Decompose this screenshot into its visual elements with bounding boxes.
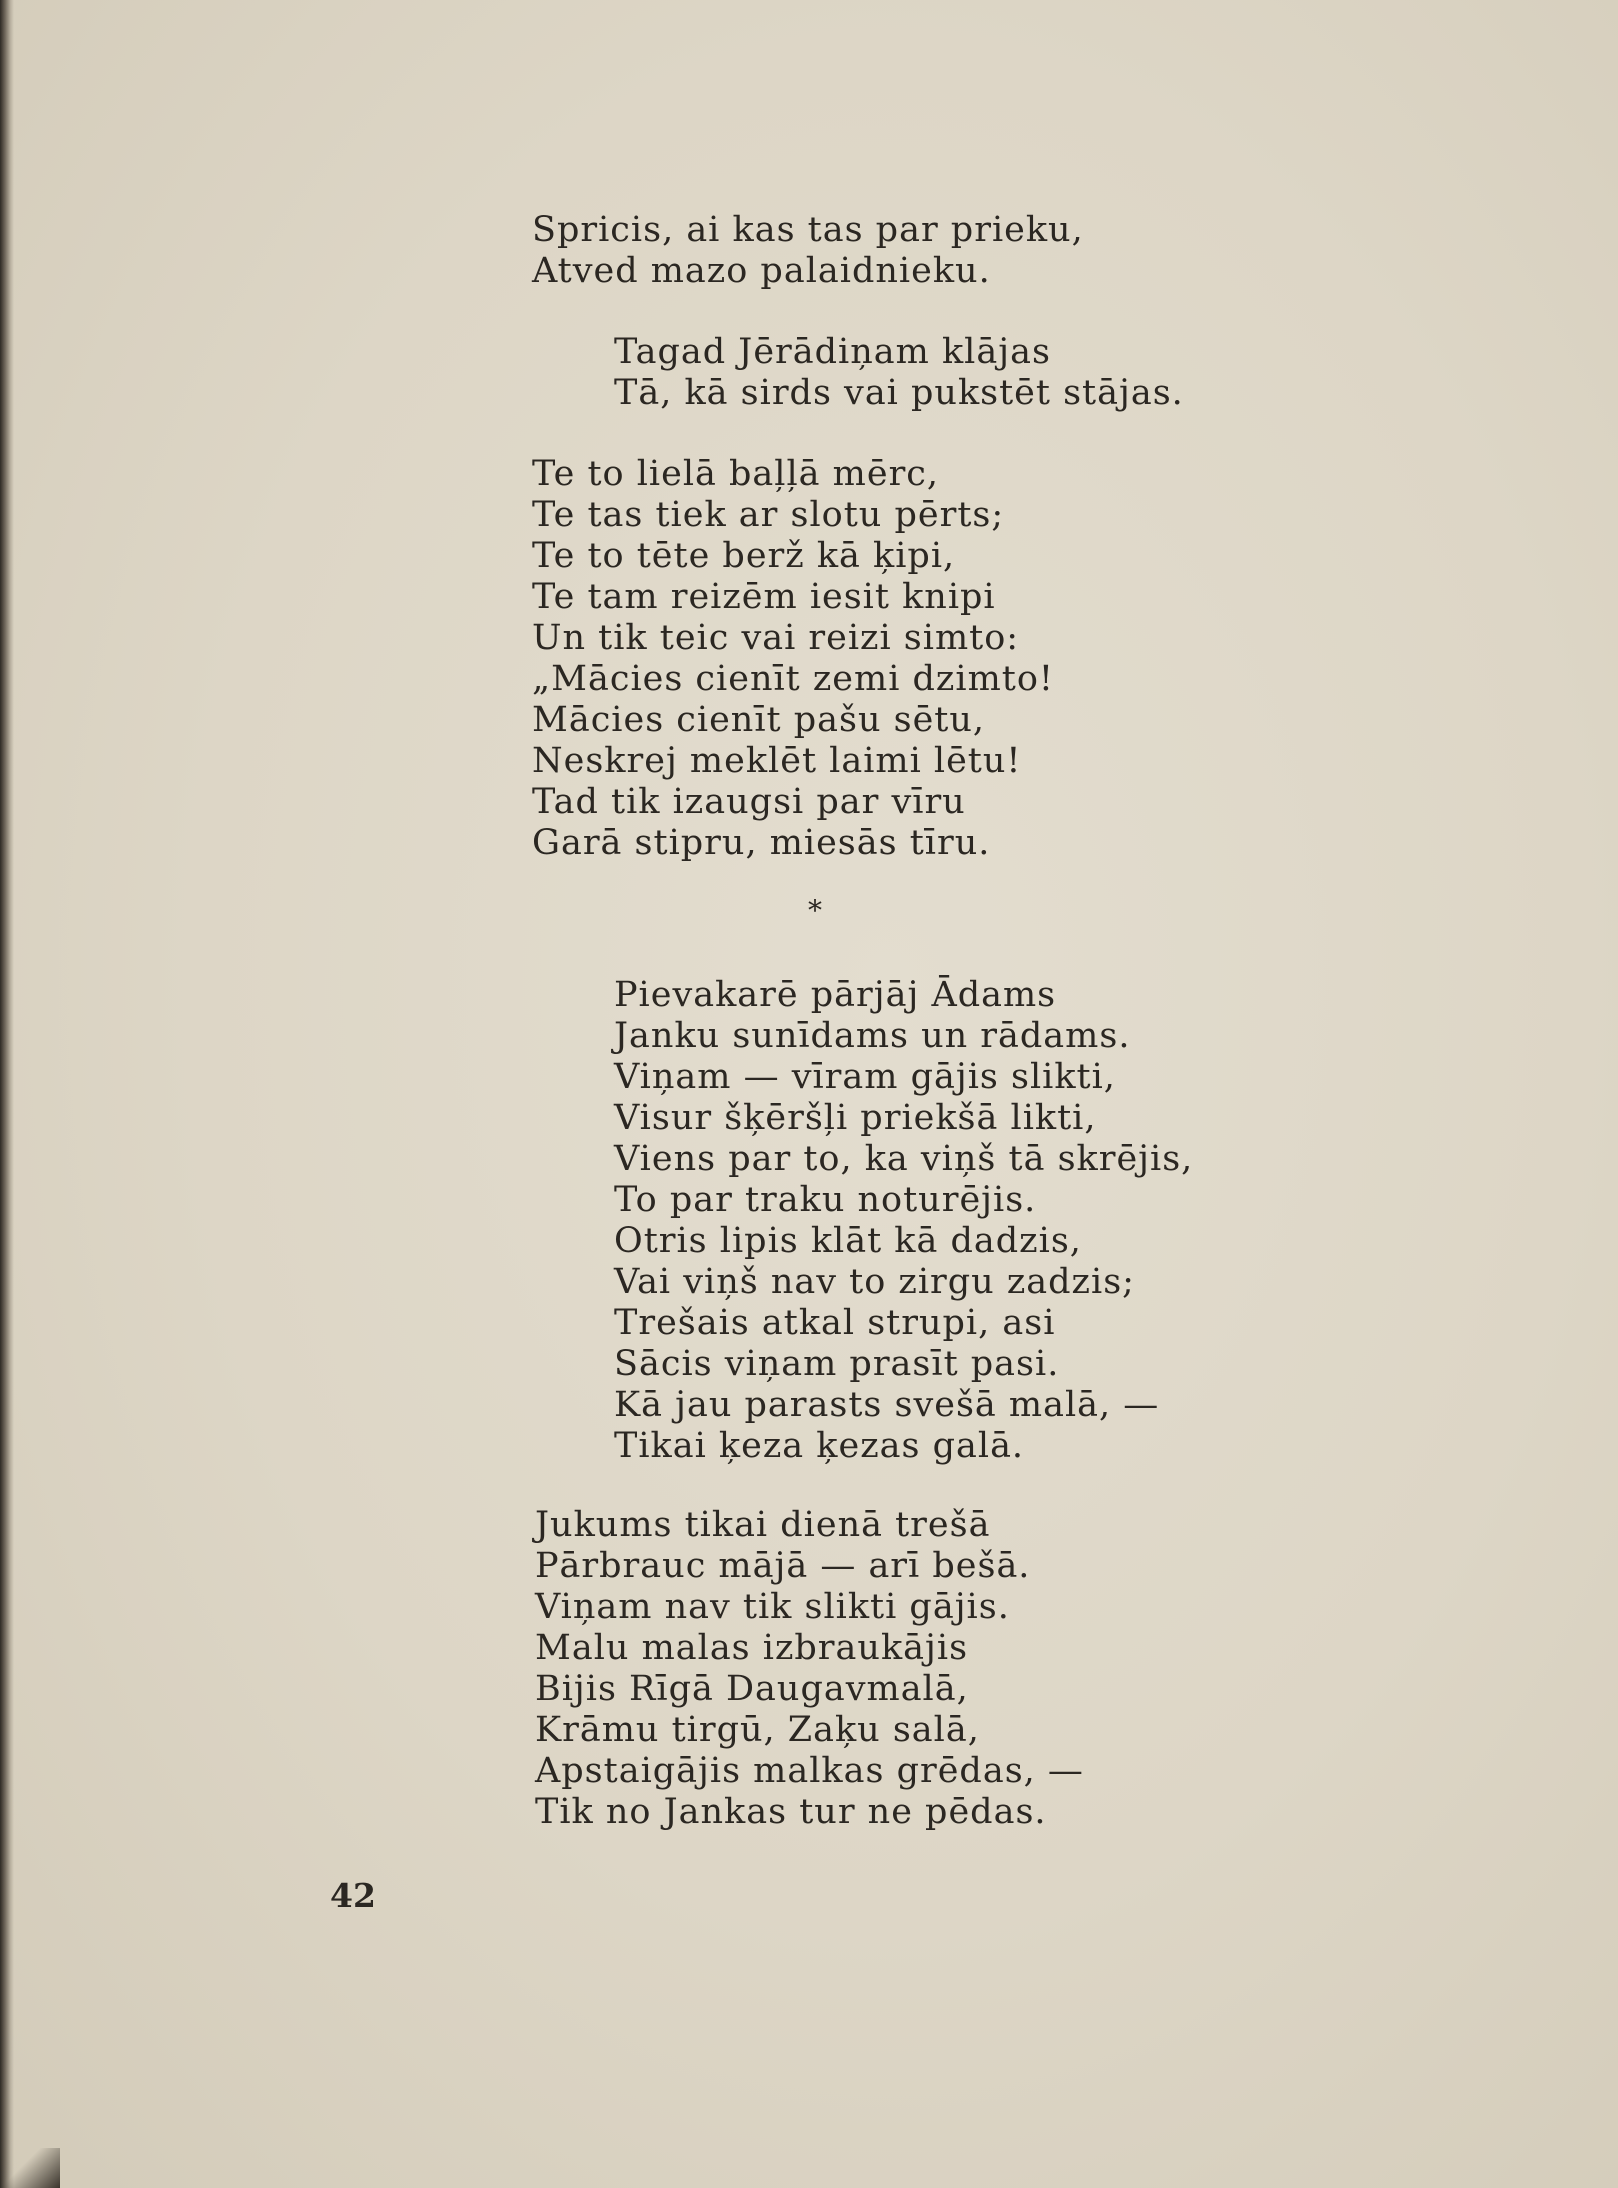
poem-line: Tagad Jērādiņam klājas xyxy=(614,332,1051,372)
poem-line: Tik no Jankas tur ne pēdas. xyxy=(535,1792,1047,1832)
poem-line: Vai viņš nav to zirgu zadzis; xyxy=(614,1262,1135,1302)
poem-line: Trešais atkal strupi, asi xyxy=(614,1303,1056,1343)
poem-line: Tikai ķeza ķezas galā. xyxy=(614,1426,1025,1466)
poem-line: Tad tik izaugsi par vīru xyxy=(532,782,966,822)
poem-line: Te tas tiek ar slotu pērts; xyxy=(532,495,1005,535)
page-number: 42 xyxy=(330,1876,376,1915)
poem-line: Viņam nav tik slikti gājis. xyxy=(535,1587,1010,1627)
poem-line: Jukums tikai dienā trešā xyxy=(535,1505,991,1545)
poem-line: Te to lielā baļļā mērc, xyxy=(532,454,940,494)
poem-line: Atved mazo palaidnieku. xyxy=(532,251,991,291)
poem-line: Kā jau parasts svešā malā, — xyxy=(614,1385,1160,1425)
poem-line: Apstaigājis malkas grēdas, — xyxy=(535,1751,1084,1791)
poem-line: Spricis, ai kas tas par prieku, xyxy=(532,210,1084,250)
poem-line: Te to tēte berž kā ķipi, xyxy=(532,536,956,576)
section-separator: * xyxy=(808,894,822,927)
poem-line: Pārbrauc mājā — arī bešā. xyxy=(535,1546,1031,1586)
poem-line: Malu malas izbraukājis xyxy=(535,1628,969,1668)
poem-line: To par traku noturējis. xyxy=(614,1180,1037,1220)
poem-line: Te tam reizēm iesit knipi xyxy=(532,577,996,617)
poem-line: Bijis Rīgā Daugavmalā, xyxy=(535,1669,969,1709)
poem-line: Visur šķēršļi priekšā likti, xyxy=(614,1098,1097,1138)
poem-line: Un tik teic vai reizi simto: xyxy=(532,618,1020,658)
poem-line: Viņam — vīram gājis slikti, xyxy=(614,1057,1116,1097)
poem-line: Viens par to, ka viņš tā skrējis, xyxy=(614,1139,1194,1179)
poem-line: Mācies cienīt pašu sētu, xyxy=(532,700,986,740)
poem-line: Otris lipis klāt kā dadzis, xyxy=(614,1221,1082,1261)
poem-line: Sācis viņam prasīt pasi. xyxy=(614,1344,1060,1384)
poem-line: „Mācies cienīt zemi dzimto! xyxy=(532,659,1054,699)
poem-line: Pievakarē pārjāj Ādams xyxy=(614,975,1057,1015)
poem-line: Janku sunīdams un rādams. xyxy=(614,1016,1131,1056)
poem-line: Tā, kā sirds vai pukstēt stājas. xyxy=(614,373,1184,413)
poem-line: Garā stipru, miesās tīru. xyxy=(532,823,991,863)
poem-line: Neskrej meklēt laimi lētu! xyxy=(532,741,1022,781)
poem-line: Krāmu tirgū, Zaķu salā, xyxy=(535,1710,980,1750)
